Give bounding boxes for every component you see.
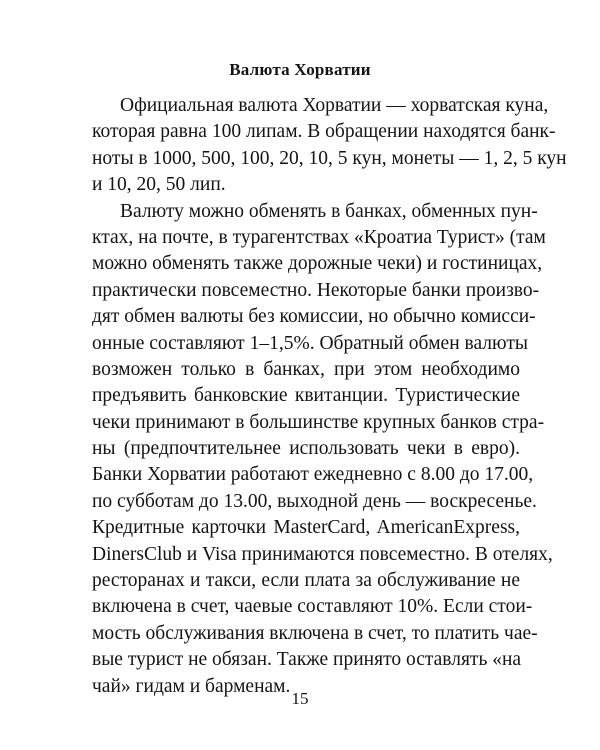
text-line: вые турист не обязан. Также принято оставлять «на: [92, 649, 522, 671]
text-line: мость обслуживания включена в счет, то платить чае-: [92, 622, 538, 644]
text-line: онные составляют 1–1,5%. Обратный обмен валюты: [92, 332, 528, 354]
text-line: практически повсеместно. Некоторые банки произво-: [92, 279, 540, 301]
text-line: чай» гидам и барменам.: [92, 675, 291, 697]
text-line: и 10, 20, 50 лип.: [92, 174, 226, 196]
text-line: по субботам до 13.00, выходной день — воскресенье.: [92, 490, 537, 512]
text-line: ны (предпочтительнее использовать чеки в евро).: [92, 438, 520, 460]
text-line: возможен только в банках, при этом необходимо: [92, 358, 520, 380]
body-text: [92, 93, 567, 700]
text-line: Кредитные карточки MasterCard, AmericanExpress,: [92, 517, 520, 539]
text-line: предъявить банковские квитанции. Туристические: [92, 385, 520, 407]
text-line: ноты в 1000, 500, 100, 20, 10, 5 кун, монеты — 1, 2, 5 кун: [92, 147, 567, 169]
section-heading: Валюта Хорватии: [229, 60, 371, 79]
text-line: Банки Хорватии работают ежедневно с 8.00 до 17.00,: [92, 464, 534, 486]
text-line: чеки принимают в большинстве крупных банков стра-: [92, 411, 545, 433]
page-number: 15: [291, 689, 309, 708]
text-line: ресторанах и такси, если плата за обслуживание не: [92, 570, 520, 592]
text-line: можно обменять также дорожные чеки) и гостиницах,: [92, 253, 543, 275]
text-line: Официальная валюта Хорватии — хорватская куна,: [120, 95, 549, 116]
text-line: включена в счет, чаевые составляют 10%. Если стои-: [92, 596, 533, 618]
text-line: дят обмен валюты без комиссии, но обычно комисси-: [92, 306, 536, 328]
text-line: ктах, на почте, в турагентствах «Кроатиа Турист» (там: [92, 226, 546, 248]
text-line: DinersClub и Visa принимаются повсеместно. В отелях,: [92, 543, 553, 565]
text-line: которая равна 100 липам. В обращении находятся банк-: [92, 121, 556, 143]
text-line: Валюту можно обменять в банках, обменных пун-: [120, 200, 538, 222]
